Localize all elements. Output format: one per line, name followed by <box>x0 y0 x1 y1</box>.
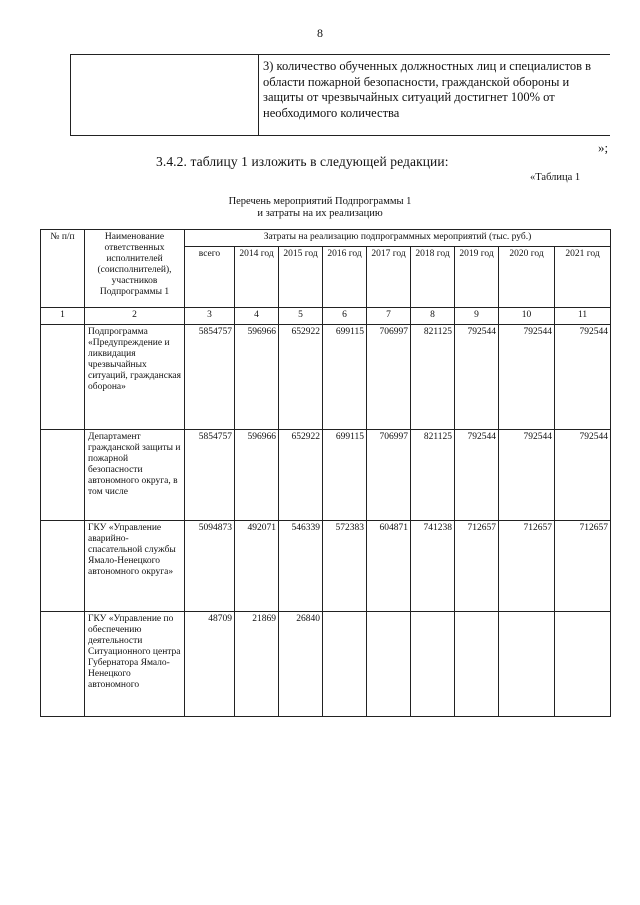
col-number: 6 <box>323 308 367 325</box>
table-row <box>41 325 611 430</box>
col-number: 7 <box>367 308 411 325</box>
row-value: 48709 <box>185 612 235 717</box>
col-number: 3 <box>185 308 235 325</box>
row-value: 706997 <box>367 325 411 430</box>
table-label: «Таблица 1 <box>530 172 581 183</box>
col-number: 9 <box>455 308 499 325</box>
header-costs: Затраты на реализацию подпрограммных мероприятий (тыс. руб.) <box>185 230 611 247</box>
row-value: 21869 <box>235 612 279 717</box>
row-num <box>41 430 85 521</box>
col-number: 4 <box>235 308 279 325</box>
page-number: 8 <box>317 26 323 40</box>
header-year: 2017 год <box>367 247 411 308</box>
caption-line-2: и затраты на их реализацию <box>257 208 383 219</box>
row-value <box>455 612 499 717</box>
row-value <box>367 612 411 717</box>
row-value <box>499 612 555 717</box>
row-value: 652922 <box>279 430 323 521</box>
header-year: 2014 год <box>235 247 279 308</box>
row-name: Департамент гражданской защиты и пожарной безопасности автономного округа, в том числе <box>85 430 185 521</box>
previous-table-fragment <box>70 54 610 136</box>
row-value: 741238 <box>411 521 455 612</box>
header-year: 2016 год <box>323 247 367 308</box>
row-value: 712657 <box>555 521 611 612</box>
caption-line-1: Перечень мероприятий Подпрограммы 1 <box>228 196 412 207</box>
row-value: 792544 <box>555 430 611 521</box>
row-value: 821125 <box>411 430 455 521</box>
row-value: 792544 <box>499 325 555 430</box>
row-num <box>41 325 85 430</box>
row-value: 546339 <box>279 521 323 612</box>
header-year: 2021 год <box>555 247 611 308</box>
table-caption <box>0 196 640 220</box>
row-value: 604871 <box>367 521 411 612</box>
header-year: 2020 год <box>499 247 555 308</box>
row-value: 596966 <box>235 430 279 521</box>
header-num: № п/п <box>41 230 85 308</box>
header-year: 2015 год <box>279 247 323 308</box>
row-value: 5854757 <box>185 325 235 430</box>
row-value: 572383 <box>323 521 367 612</box>
table-row <box>41 612 611 717</box>
row-value: 26840 <box>279 612 323 717</box>
instruction-paragraph: 3.4.2. таблицу 1 изложить в следующей редакции: <box>156 154 449 169</box>
col-number: 2 <box>85 308 185 325</box>
col-number: 5 <box>279 308 323 325</box>
col-number: 11 <box>555 308 611 325</box>
row-value <box>323 612 367 717</box>
row-value: 792544 <box>455 325 499 430</box>
header-row <box>41 230 611 247</box>
col-number: 1 <box>41 308 85 325</box>
row-num <box>41 521 85 612</box>
row-num <box>41 612 85 717</box>
row-value: 792544 <box>555 325 611 430</box>
list-item-text: 3) количество обученных должностных лиц и специалистов в области пожарной безопасности, гражданской обороны и защиты от чрезвычайных ситуаций достигнет 100% от необходимого количества <box>263 59 592 120</box>
column-divider <box>258 55 259 135</box>
row-value: 699115 <box>323 430 367 521</box>
column-numbers-row <box>41 308 611 325</box>
row-value: 821125 <box>411 325 455 430</box>
header-total: всего <box>185 247 235 308</box>
row-value: 792544 <box>499 430 555 521</box>
row-value: 699115 <box>323 325 367 430</box>
row-value: 492071 <box>235 521 279 612</box>
header-name: Наименование ответственных исполнителей (соисполнителей), участников Подпрограммы 1 <box>85 230 185 308</box>
header-year: 2019 год <box>455 247 499 308</box>
row-value <box>411 612 455 717</box>
row-value: 792544 <box>455 430 499 521</box>
row-value: 712657 <box>455 521 499 612</box>
row-value: 712657 <box>499 521 555 612</box>
col-number: 8 <box>411 308 455 325</box>
row-name: ГКУ «Управление аварийно-спасательной службы Ямало-Ненецкого автономного округа» <box>85 521 185 612</box>
table-row <box>41 521 611 612</box>
closing-quote-mark: »; <box>598 140 609 155</box>
table-row <box>41 430 611 521</box>
row-value: 5094873 <box>185 521 235 612</box>
row-name: ГКУ «Управление по обеспечению деятельности Ситуационного центра Губернатора Ямало-Ненецкого автономного <box>85 612 185 717</box>
row-value: 652922 <box>279 325 323 430</box>
header-year: 2018 год <box>411 247 455 308</box>
costs-table <box>40 229 611 717</box>
row-value <box>555 612 611 717</box>
col-number: 10 <box>499 308 555 325</box>
row-value: 5854757 <box>185 430 235 521</box>
row-name: Подпрограмма «Предупреждение и ликвидация чрезвычайных ситуаций, гражданская оборона» <box>85 325 185 430</box>
row-value: 596966 <box>235 325 279 430</box>
row-value: 706997 <box>367 430 411 521</box>
